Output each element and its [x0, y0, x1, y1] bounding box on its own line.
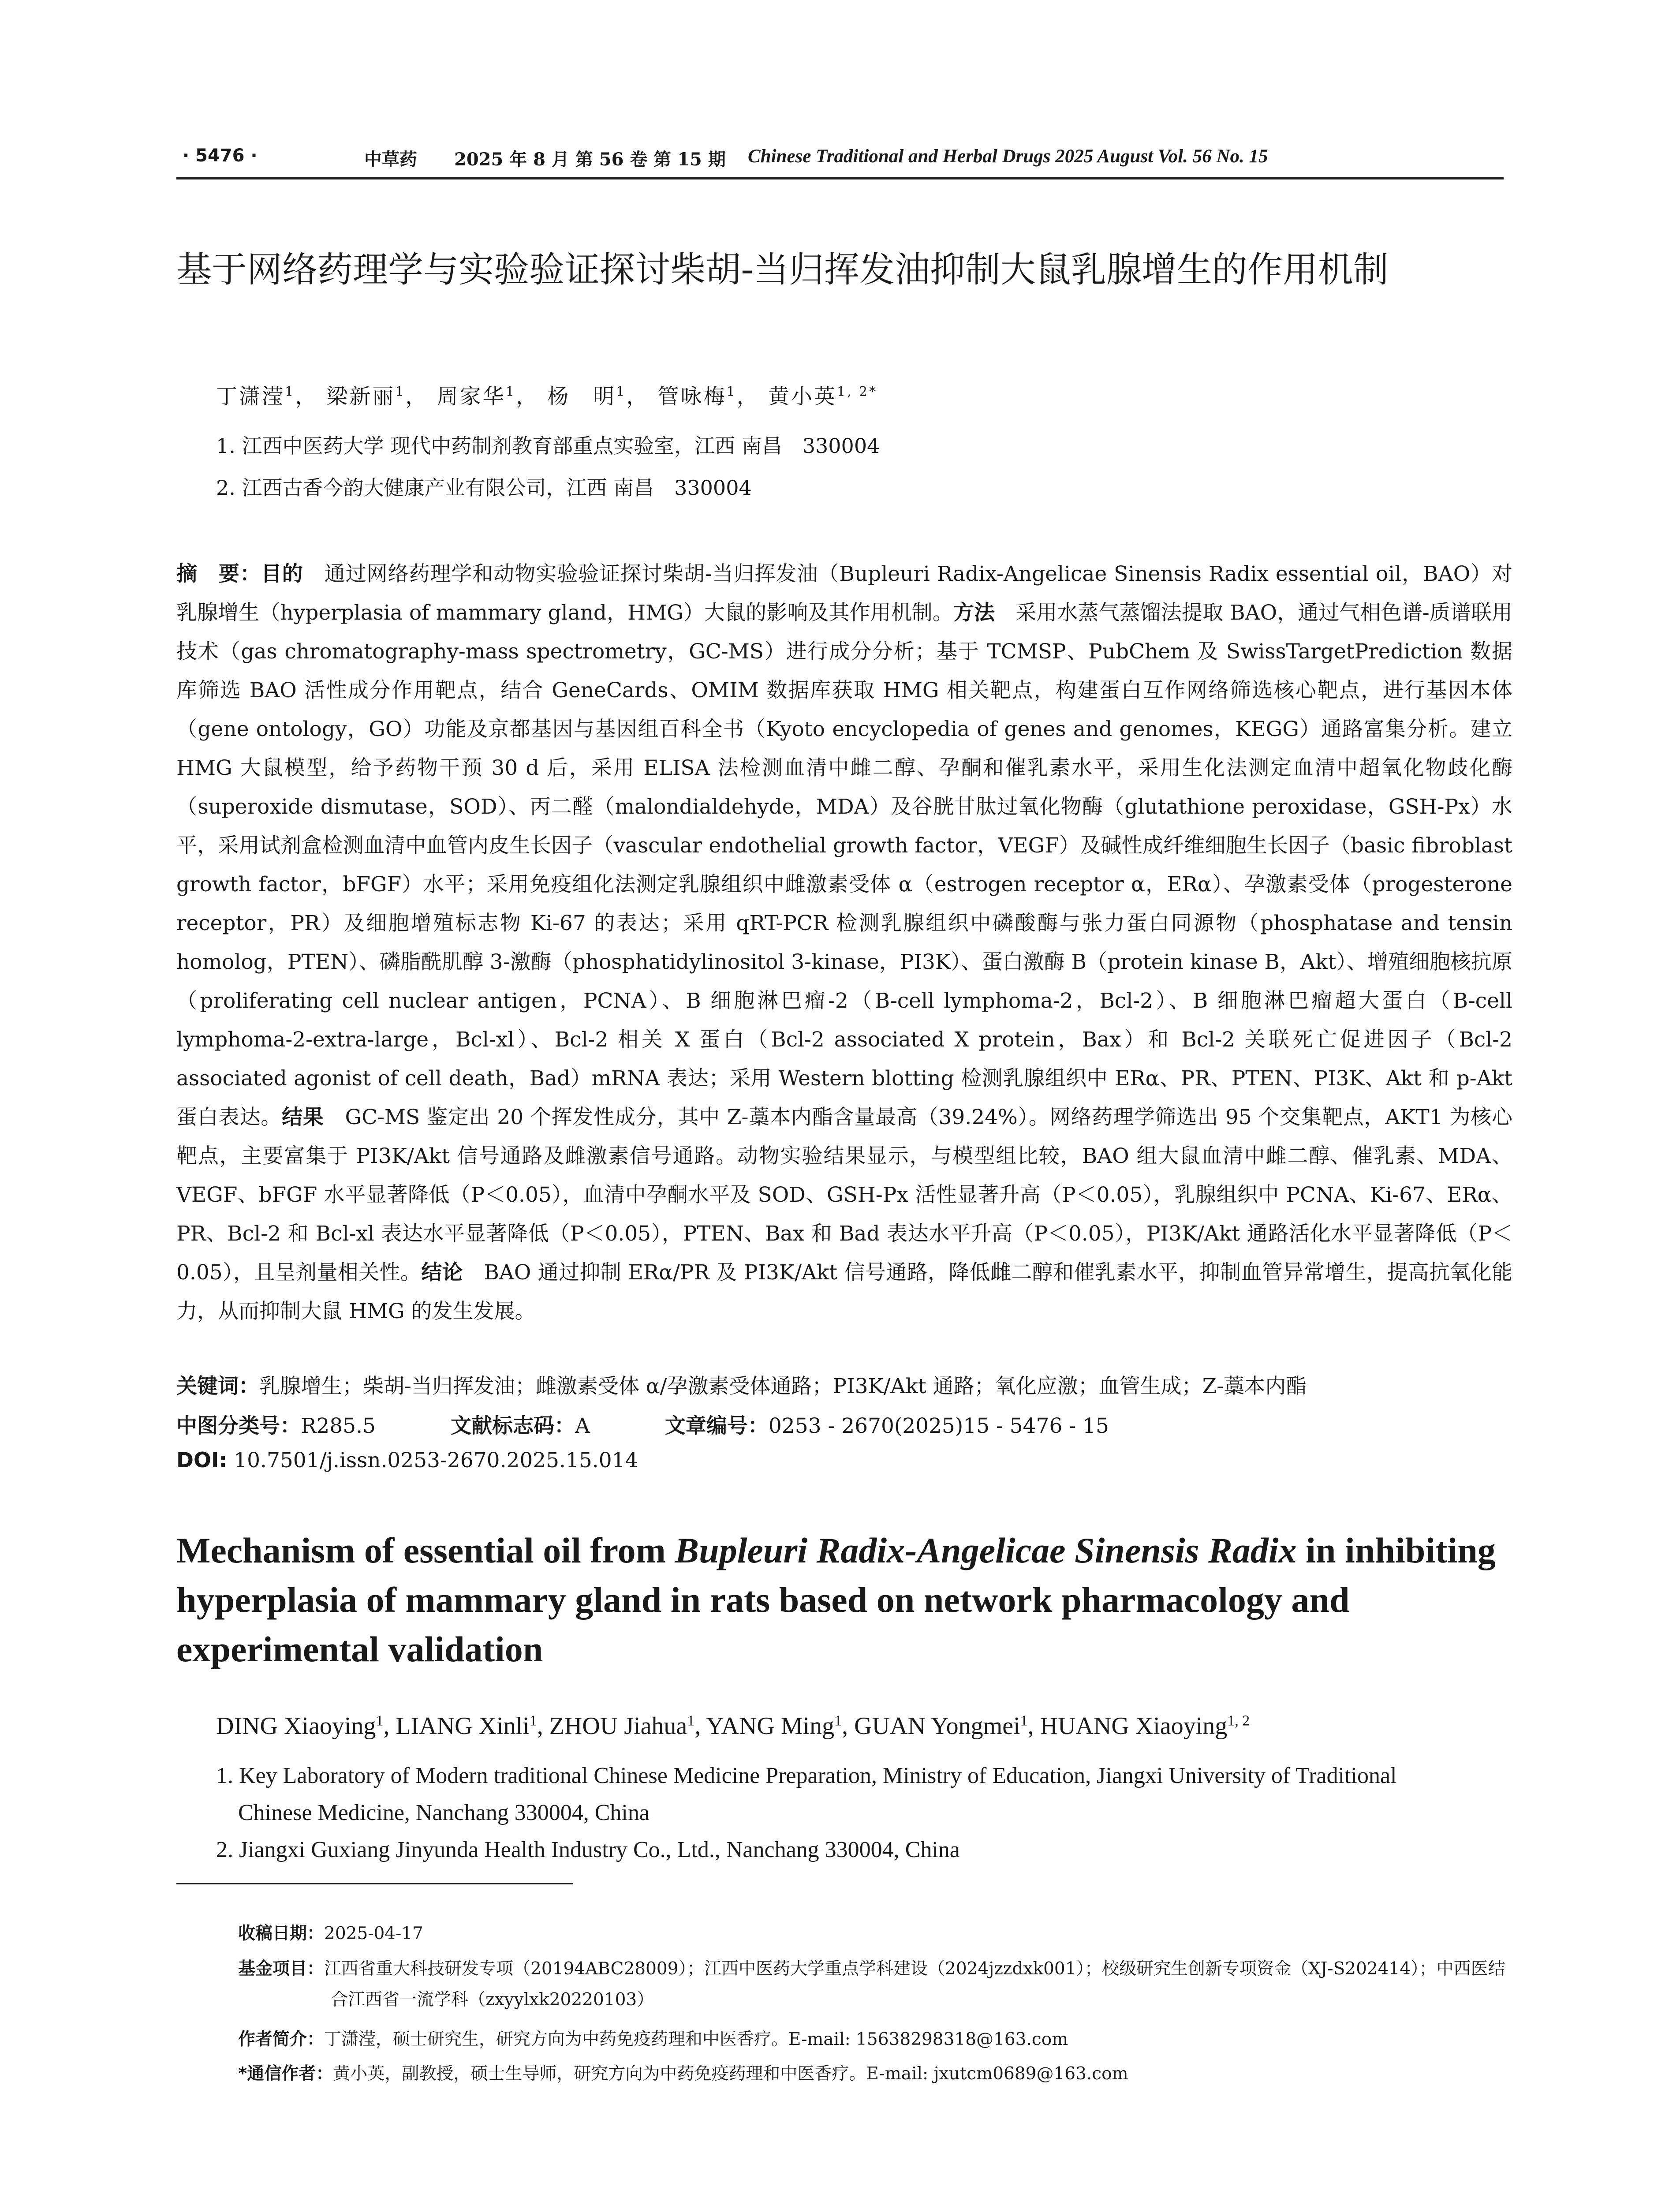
clc-value: R285.5 [301, 1414, 376, 1438]
footnote-divider [176, 1883, 573, 1884]
abstract-cn [176, 555, 1512, 1331]
author-affiliation-mark: 1 [505, 384, 516, 400]
objective-text: 通过网络药理学和动物实验验证探讨柴胡-当归挥发油（Bupleuri Radix-Angelicae Sinensis Radix essential oil，BAO）对乳腺增生（hyperplasia of mammary gland，HMG）大鼠的影响及其作用机制。 [176, 562, 1513, 625]
methods-label: 方法 [953, 601, 995, 625]
article-number-label: 文章编号： [665, 1414, 769, 1438]
footnote-corresponding [238, 2059, 1517, 2089]
article-number-value: 0253 - 2670(2025)15 - 5476 - 15 [768, 1414, 1109, 1438]
author-affiliation-mark: 1 [834, 1712, 842, 1729]
clc-label: 中图分类号： [176, 1414, 301, 1438]
author-affiliation-mark: 1 [726, 384, 737, 400]
page-number: · 5476 · [183, 146, 258, 166]
fund-text: 江西省重大科技研发专项（20194ABC28009）；江西中医药大学重点学科建设（2024jzzdxk001）；校级研究生创新专项资金（XJ-S202414）；中西医结合江西省一流学科（zxyylxk20220103） [324, 1959, 1505, 2010]
classification-line [176, 1409, 1109, 1439]
results-label: 结果 [282, 1105, 324, 1129]
author-bio-text: 丁潇滢，硕士研究生，研究方向为中药免疫药理和中医香疗。E-mail: 15638298318@163.com [324, 2029, 1068, 2049]
author-affiliation-mark: 1 [376, 1712, 384, 1729]
author-name: 周家华 [437, 384, 506, 409]
author-name-en: DING Xiaoying [216, 1712, 376, 1740]
fund-label: 基金项目： [238, 1959, 325, 1979]
author-name: 丁潇滢 [216, 384, 285, 409]
methods-text: 采用水蒸气蒸馏法提取 BAO，通过气相色谱-质谱联用技术（gas chromatography-mass spectrometry，GC-MS）进行成分分析；基于 TCMSP、PubChem 及 SwissTargetPrediction 数据库筛选 BAO 活性成分作用靶点，结合 GeneCards、OMIM 数据库获取 HMG 相关靶点，构建蛋白互作网络筛选核心靶点，进行基因本体（gene ontology，GO）功能及京都基因与基因组百科全书（Kyoto encyclopedia of genes and genomes，KEGG）通路富集分析。建立 HMG 大鼠模型，给予药物干预 30 d 后，采用 ELISA 法检测血清中雌二醇、孕酮和催乳素水平，采用生化法测定血清中超氧化物歧化酶（superoxide dismutase，SOD）、丙二醛（malondialdehyde，MDA）及谷胱甘肽过氧化物酶（glutathione peroxidase，GSH-Px）水平，采用试剂盒检测血清中血管内皮生长因子（vascular endothelial growth factor，VEGF）及碱性成纤维细胞生长因子（basic fibroblast growth factor，bFGF）水平；采用免疫组化法测定乳腺组织中雌激素受体 α（estrogen receptor α，ERα）、孕激素受体（progesterone receptor，PR）及细胞增殖标志物 Ki-67 的表达；采用 qRT-PCR 检测乳腺组织中磷酸酶与张力蛋白同源物（phosphatase and tensin homolog，PTEN）、磷脂酰肌醇 3-激酶（phosphatidylinositol 3-kinase，PI3K）、蛋白激酶 B（protein kinase B，Akt）、增殖细胞核抗原（proliferating cell nuclear antigen，PCNA）、B 细胞淋巴瘤-2（B-cell lymphoma-2，Bcl-2）、B 细胞淋巴瘤超大蛋白（B-cell lymphoma-2-extra-large，Bcl-xl）、Bcl-2 相关 X 蛋白（Bcl-2 associated X protein，Bax）和 Bcl-2 关联死亡促进因子（Bcl-2 associated agonist of cell death，Bad）mRNA 表达；采用 Western blotting 检测乳腺组织中 ERα、PR、PTEN、PI3K、Akt 和 p-Akt 蛋白表达。 [176, 601, 1513, 1129]
author-affiliation-mark: 1, 2* [836, 384, 878, 400]
doi-label: DOI: [176, 1448, 228, 1472]
conclusion-label: 结论 [421, 1260, 463, 1285]
journal-name-en: Chinese Traditional and Herbal Drugs 2025 August Vol. 56 No. 15 [748, 146, 1268, 167]
author-bio-label: 作者简介： [238, 2029, 325, 2049]
running-header [176, 142, 1504, 179]
affiliation-en-1: 1. Key Laboratory of Modern traditional Chinese Medicine Preparation, Ministry of Education, Jiangxi University of Traditional [216, 1763, 1397, 1788]
author-list-en: DING Xiaoying$^1$, LIANG Xinli$^1$, ZHOU Jiahua$^1$, YANG Ming$^1$, GUAN Yongmei$^1$, HUANG Xiaoying$^{1, 2}$ [216, 1712, 1250, 1740]
author-list-cn: 丁潇滢$^1$， 梁新丽$^1$， 周家华$^1$， 杨 明$^1$， 管咏梅$^1$， 黄小英$^{1, 2*}$ [216, 384, 878, 409]
affiliation-cn-1: 1. 江西中医药大学 现代中药制剂教育部重点实验室，江西 南昌 330004 [216, 434, 880, 458]
title-en-part: Mechanism of essential oil from [176, 1530, 675, 1570]
affiliation-en-1-cont: Chinese Medicine, Nanchang 330004, China [238, 1800, 650, 1825]
author-name: 管咏梅 [657, 384, 727, 409]
author-affiliation-mark: 1 [687, 1712, 695, 1729]
received-label: 收稿日期： [238, 1924, 325, 1943]
keywords-text: 乳腺增生；柴胡-当归挥发油；雌激素受体 α/孕激素受体通路；PI3K/Akt 通路；氧化应激；血管生成；Z-藁本内酯 [259, 1374, 1307, 1398]
doi-line [176, 1448, 638, 1472]
author-name: 黄小英 [768, 384, 837, 409]
doc-code-label: 文献标志码： [450, 1414, 575, 1438]
author-affiliation-mark: 1 [616, 384, 627, 400]
objective-label: 目的 [261, 562, 303, 586]
footnote-received [238, 1918, 1517, 1949]
corresponding-label: *通信作者： [238, 2064, 333, 2084]
keywords-label: 关键词： [176, 1374, 259, 1398]
keywords [176, 1370, 1307, 1399]
author-name: 杨 明 [547, 384, 616, 409]
footnote-author [238, 2024, 1517, 2055]
results-text: GC-MS 鉴定出 20 个挥发性成分，其中 Z-藁本内酯含量最高（39.24%）。网络药理学筛选出 95 个交集靶点，AKT1 为核心靶点，主要富集于 PI3K/Akt 信号通路及雌激素信号通路。动物实验结果显示，与模型组比较，BAO 组大鼠血清中雌二醇、催乳素、MDA、VEGF、bFGF 水平显著降低（P＜0.05），血清中孕酮水平及 SOD、GSH-Px 活性显著升高（P＜0.05），乳腺组织中 PCNA、Ki-67、ERα、PR、Bcl-2 和 Bcl-xl 表达水平显著降低（P＜0.05），PTEN、Bax 和 Bad 表达水平升高（P＜0.05），PI3K/Akt 通路活化水平显著降低（P＜0.05），且呈剂量相关性。 [176, 1105, 1513, 1285]
footnote-fund [238, 1954, 1521, 2015]
doc-code-value: A [575, 1414, 590, 1438]
journal-name-cn: 中草药 [364, 149, 417, 170]
received-date: 2025-04-17 [324, 1924, 423, 1943]
author-name: 梁新丽 [326, 384, 396, 409]
issue-info-cn: 2025 年 8 月 第 56 卷 第 15 期 [454, 149, 726, 170]
author-affiliation-mark: 1 [395, 384, 406, 400]
author-name-en: GUAN Yongmei [854, 1712, 1020, 1740]
author-affiliation-mark: 1 [1020, 1712, 1028, 1729]
author-name-en: ZHOU Jiahua [549, 1712, 687, 1740]
title-en-part: in inhibiting hyperplasia of mammary gland in rats based on network pharmacology and experimental validation [176, 1530, 1496, 1669]
author-name-en: YANG Ming [706, 1712, 835, 1740]
affiliation-en-2: 2. Jiangxi Guxiang Jinyunda Health Industry Co., Ltd., Nanchang 330004, China [216, 1837, 960, 1862]
paper-title-cn: 基于网络药理学与实验验证探讨柴胡-当归挥发油抑制大鼠乳腺增生的作用机制 [176, 249, 1389, 290]
author-name-en: HUANG Xiaoying [1040, 1712, 1228, 1740]
corresponding-text: 黄小英，副教授，硕士生导师，研究方向为中药免疫药理和中医香疗。E-mail: jxutcm0689@163.com [333, 2064, 1128, 2084]
affiliations-en [216, 1757, 1517, 1869]
abstract-label: 摘 要： [176, 562, 261, 586]
title-en-species: Bupleuri Radix-Angelicae Sinensis Radix [675, 1530, 1297, 1570]
author-name-en: LIANG Xinli [396, 1712, 530, 1740]
author-affiliation-mark: 1 [529, 1712, 537, 1729]
paper-title-en [176, 1526, 1517, 1674]
conclusion-text: BAO 通过抑制 ERα/PR 及 PI3K/Akt 信号通路，降低雌二醇和催乳素水平，抑制血管异常增生，提高抗氧化能力，从而抑制大鼠 HMG 的发生发展。 [176, 1260, 1512, 1323]
affiliation-cn-2: 2. 江西古香今韵大健康产业有限公司，江西 南昌 330004 [216, 476, 752, 500]
author-affiliation-mark: 1, 2 [1227, 1712, 1250, 1729]
doi-value: 10.7501/j.issn.0253-2670.2025.15.014 [234, 1448, 638, 1472]
author-affiliation-mark: 1 [285, 384, 295, 400]
